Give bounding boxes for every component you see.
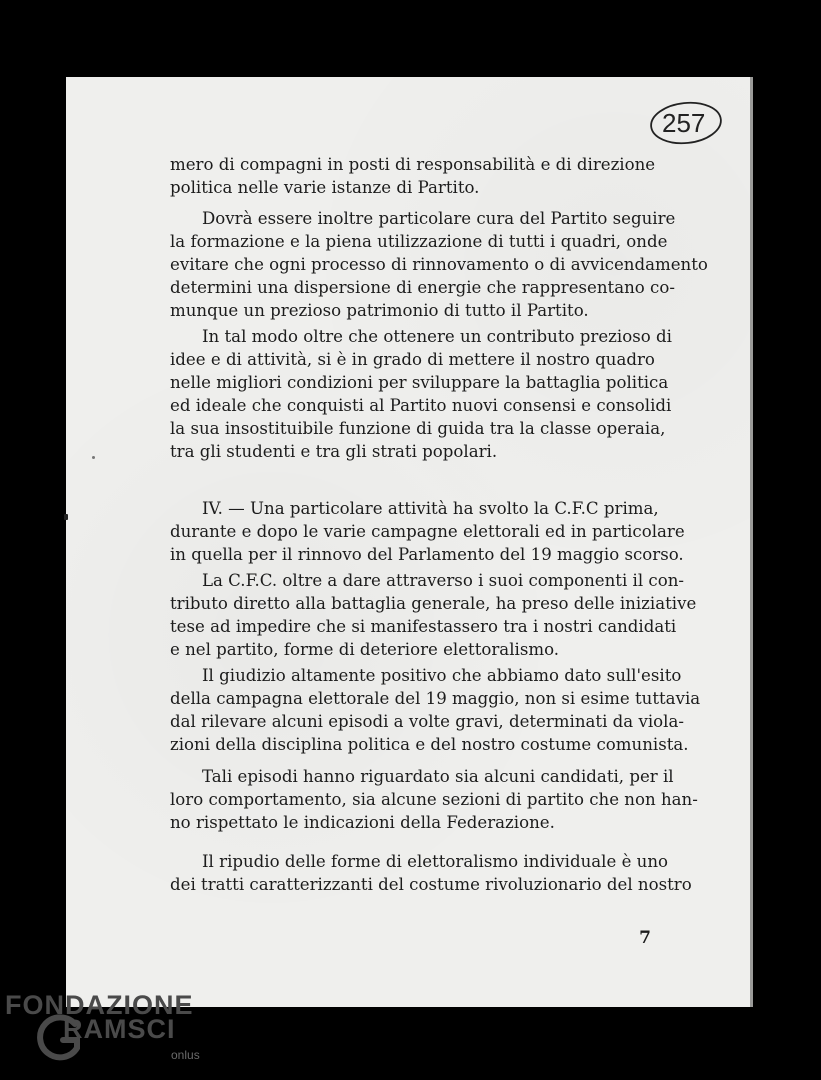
text-line: dal rilevare alcuni episodi a volte gravi, determinati da viola-	[170, 712, 684, 731]
text-line: no rispettato le indicazioni della Federazione.	[170, 813, 555, 832]
text-line: La C.F.C. oltre a dare attraverso i suoi componenti il con-	[202, 571, 684, 590]
text-line: tributo diretto alla battaglia generale, ha preso delle iniziative	[170, 594, 697, 613]
paper-speck	[92, 456, 95, 459]
text-line: mero di compagni in posti di responsabilità e di direzione	[170, 155, 656, 174]
text-line: durante e dopo le varie campagne elettorali ed in particolare	[170, 522, 685, 541]
text-line: munque un prezioso patrimonio di tutto il Partito.	[170, 301, 589, 320]
text-line: ed ideale che conquisti al Partito nuovi consensi e consolidi	[170, 396, 672, 415]
text-line: e nel partito, forme di deteriore elettoralismo.	[170, 640, 560, 659]
text-line: loro comportamento, sia alcune sezioni di partito che non han-	[170, 790, 698, 809]
text-line: IV. — Una particolare attività ha svolto la C.F.C prima,	[202, 499, 659, 518]
text-line: zioni della disciplina politica e del nostro costume comunista.	[170, 735, 689, 754]
text-line: Il ripudio delle forme di elettoralismo individuale è uno	[202, 852, 669, 871]
text-line: in quella per il rinnovo del Parlamento del 19 maggio scorso.	[170, 545, 684, 564]
text-line: dei tratti caratterizzanti del costume rivoluzionario del nostro	[170, 875, 692, 894]
text-line: tese ad impedire che si manifestassero tra i nostri candidati	[170, 617, 677, 636]
text-line: della campagna elettorale del 19 maggio, non si esime tuttavia	[170, 689, 701, 708]
text-line: tra gli studenti e tra gli strati popolari.	[170, 442, 498, 461]
text-line: evitare che ogni processo di rinnovamento o di avvicendamento	[170, 255, 708, 274]
folio-stamp	[648, 98, 726, 148]
text-line: Il giudizio altamente positivo che abbiamo dato sull'esito	[202, 666, 682, 685]
folio-number: 257	[662, 108, 706, 138]
watermark-line-1: FONDAZIONE	[5, 990, 194, 1020]
text-line: Dovrà essere inoltre particolare cura del Partito seguire	[202, 209, 676, 228]
text-line: la sua insostituibile funzione di guida tra la classe operaia,	[170, 419, 666, 438]
watermark-line-2: RAMSCI	[63, 1014, 176, 1044]
text-line: idee e di attività, si è in grado di mettere il nostro quadro	[170, 350, 655, 369]
watermark-line-3: onlus	[171, 1048, 200, 1062]
text-line: In tal modo oltre che ottenere un contributo prezioso di	[202, 327, 672, 346]
text-line: la formazione e la piena utilizzazione di tutti i quadri, onde	[170, 232, 668, 251]
binding-mark	[64, 514, 68, 520]
fondazione-gramsci-watermark	[3, 986, 213, 1076]
text-line: Tali episodi hanno riguardato sia alcuni candidati, per il	[202, 767, 674, 786]
text-line: nelle migliori condizioni per sviluppare la battaglia politica	[170, 373, 669, 392]
page-edge-shadow	[750, 77, 753, 1007]
text-line: determini una dispersione di energie che rappresentano co-	[170, 278, 675, 297]
text-line: politica nelle varie istanze di Partito.	[170, 178, 480, 197]
page-number: 7	[639, 928, 651, 948]
